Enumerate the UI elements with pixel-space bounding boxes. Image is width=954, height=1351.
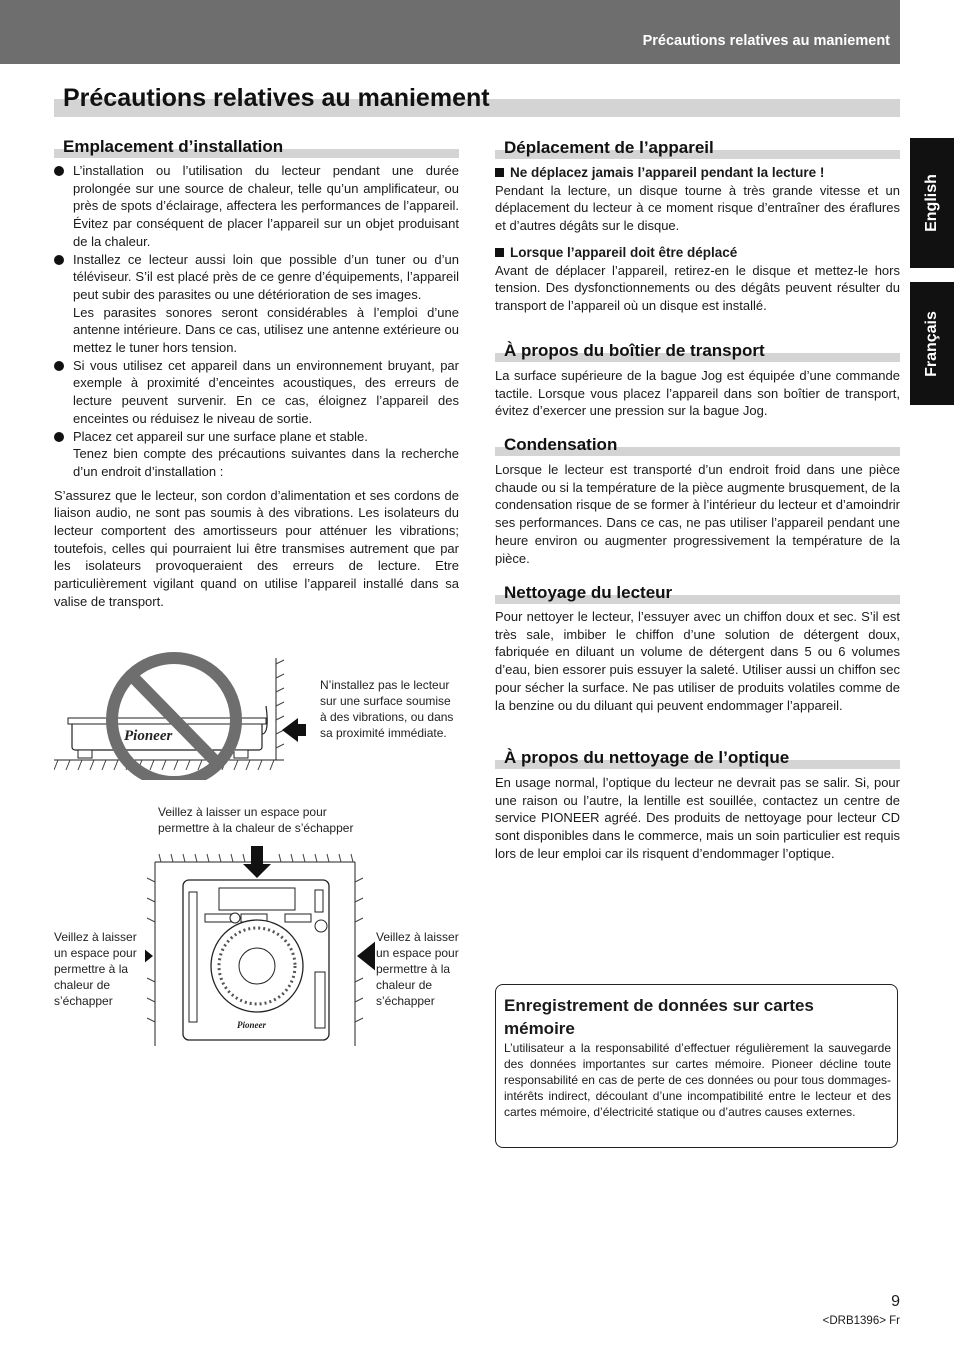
tab-francais[interactable] xyxy=(910,282,954,405)
installation-heading-text: Emplacement d’installation xyxy=(63,137,284,156)
memory-card-notice xyxy=(495,984,898,1148)
moving-sub2: Lorsque l’appareil doit être déplacé xyxy=(495,244,900,262)
ventilation-illustration xyxy=(145,842,375,1048)
condensation-heading xyxy=(495,434,900,456)
moving-sub1: Ne déplacez jamais l’appareil pendant la lecture ! xyxy=(495,164,900,182)
bullet-text: Si vous utilisez cet appareil dans un environnement bruyant, par exemple à proximité d’enceintes acoustiques, des erreurs de lecture peuvent survenir. En ce cas, éloignez l’appareil des enceintes ou réduisez le niveau de sortie. xyxy=(73,357,459,426)
tab-english[interactable] xyxy=(910,138,954,268)
optics-heading xyxy=(495,747,900,769)
page-number: 9 xyxy=(891,1293,900,1310)
bullet-text: L’installation ou l’utilisation du lecteur pendant une durée prolongée sur une source de chaleur, telle qu’un amplificateur, ou près de spots d’éclairage, affectera les performances de l’appareil. Évitez par conséquent de placer l’appareil sur un objet produisant de la chaleur. xyxy=(73,163,459,249)
installation-heading xyxy=(54,136,459,158)
moving-text2: Avant de déplacer l’appareil, retirez-en le disque et mettez-le hors tension. Des dysfonctionnements ou des dégâts peuvent résulter du transport de l’appareil où un disque est installé. xyxy=(495,262,900,313)
list-item xyxy=(54,251,459,357)
memory-card-title: Enregistrement de données sur cartes mémoire xyxy=(504,996,814,1038)
tab-francais-label: Français xyxy=(923,310,940,377)
moving-text xyxy=(495,164,900,315)
cleaning-heading-text: Nettoyage du lecteur xyxy=(504,583,673,602)
list-item xyxy=(54,428,459,481)
tab-english-label: English xyxy=(923,174,940,232)
right-space-caption: Veillez à laisser un espace pour permettre à la chaleur de s’échapper xyxy=(376,930,459,1008)
vibration-illustration xyxy=(54,650,314,780)
cleaning-text: Pour nettoyer le lecteur, l’essuyer avec un chiffon doux et sec. S’il est très sale, imbiber le chiffon d’une solution de détergent doux, fabriquée en diluant un volume de détergent dans 5 ou 6 volumes d’eau, bien essorer puis essuyer la saleté. Utiliser aussi un chiffon sec pour sécher la surface. Ne pas utiliser de produits volatiles comme de la benzine ou du diluant qui peuvent endommager l’appareil. xyxy=(495,609,900,713)
condensation-heading-text: Condensation xyxy=(504,435,618,454)
vibration-caption: N’installez pas le lecteur sur une surface soumise à des vibrations, ou dans sa proximité immédiate. xyxy=(320,678,454,740)
case-heading-text: À propos du boîtier de transport xyxy=(504,341,765,360)
pioneer-logo-small: Pioneer xyxy=(237,1020,266,1030)
case-text: La surface supérieure de la bague Jog est équipée d’une commande tactile. Lorsque vous placez l’appareil dans son boîtier de transport, évitez d’exercer une pression sur la bague Jog. xyxy=(495,368,900,419)
running-title: Précautions relatives au maniement xyxy=(642,33,890,49)
moving-heading-text: Déplacement de l’appareil xyxy=(504,138,714,157)
moving-text1: Pendant la lecture, un disque tourne à très grande vitesse et un déplacement du lecteur à ce moment risque d’entraîner des éraflures et d’autres dégâts sur le disque. xyxy=(495,182,900,234)
optics-heading-text: À propos du nettoyage de l’optique xyxy=(504,748,790,767)
list-item xyxy=(54,357,459,428)
header-bar xyxy=(0,0,900,64)
bullet-extra-text: Tenez bien compte des précautions suivantes dans la recherche d’un endroit d’installation : xyxy=(73,446,459,479)
bullet-extra-text: Les parasites sonores seront considérables à l’emploi d’une antenne intérieure. Dans ce cas, utilisez une antenne extérieure ou mettez le tuner hors tension. xyxy=(73,304,459,356)
installation-paragraph: S’assurez que le lecteur, son cordon d’alimentation et ses cordons de liaison audio, ne sont pas soumis à des vibrations. Les isolateurs du lecteur comportent des amortisseurs pour atténuer les vibrations; toutefois, celles qui pourraient lui être transmises autrement que par les isolateurs provoqueraient des erreurs de lecture. Etre particulièrement vigilant quand on utilise l’appareil installé dans sa valise de transport. xyxy=(54,487,459,609)
document-reference: <DRB1396> Fr xyxy=(822,1315,900,1327)
top-space-caption: Veillez à laisser un espace pour permettre à la chaleur de s’échapper xyxy=(158,805,354,835)
list-item xyxy=(54,162,459,251)
bullet-text: Placez cet appareil sur une surface plane et stable. xyxy=(73,428,368,444)
installation-text xyxy=(54,162,459,611)
left-space-caption: Veillez à laisser un espace pour permettre à la chaleur de s’échapper xyxy=(54,930,137,1008)
cleaning-heading xyxy=(495,582,900,604)
condensation-text: Lorsque le lecteur est transporté d’un endroit froid dans une pièce chaude ou si la température de la pièce augmente brusquement, de la condensation risque de se former à l’intérieur du lecteur et d’amoindrir ses performances. Dans ce cas, ne pas utiliser l’appareil pendant une heure environ ou augmenter progressivement la température de la pièce. xyxy=(495,462,900,566)
optics-text: En usage normal, l’optique du lecteur ne devrait pas se salir. Si, pour une raison ou l’autre, la lentille est souillée, contactez un centre de service PIONEER agréé. Des produits de nettoyage pour lecteur CD sont disponibles dans le commerce, mais un soin particulier est requis lors de leur emploi car ils risquent d’endommager l’optique. xyxy=(495,775,900,861)
moving-heading xyxy=(495,137,900,159)
case-heading xyxy=(495,340,900,362)
pioneer-logo: Pioneer xyxy=(124,728,173,744)
page-title: Précautions relatives au maniement xyxy=(63,84,490,112)
memory-card-text: L’utilisateur a la responsabilité d’effectuer régulièrement la sauvegarde des données importantes sur cartes mémoire. Pioneer décline toute responsabilité en cas de perte de ces données ou pour tous dommages-intérêts indirect, découlant d’une incompatibilité entre le lecteur et des cartes mémoire, d’électricité statique ou d’autres causes externes. xyxy=(504,1041,891,1119)
bullet-text: Installez ce lecteur aussi loin que possible d’un tuner ou d’un téléviseur. S’il est placé près de ce genre d’équipements, l’appareil peut subir des parasites ou une détérioration de ses images. xyxy=(73,251,459,302)
